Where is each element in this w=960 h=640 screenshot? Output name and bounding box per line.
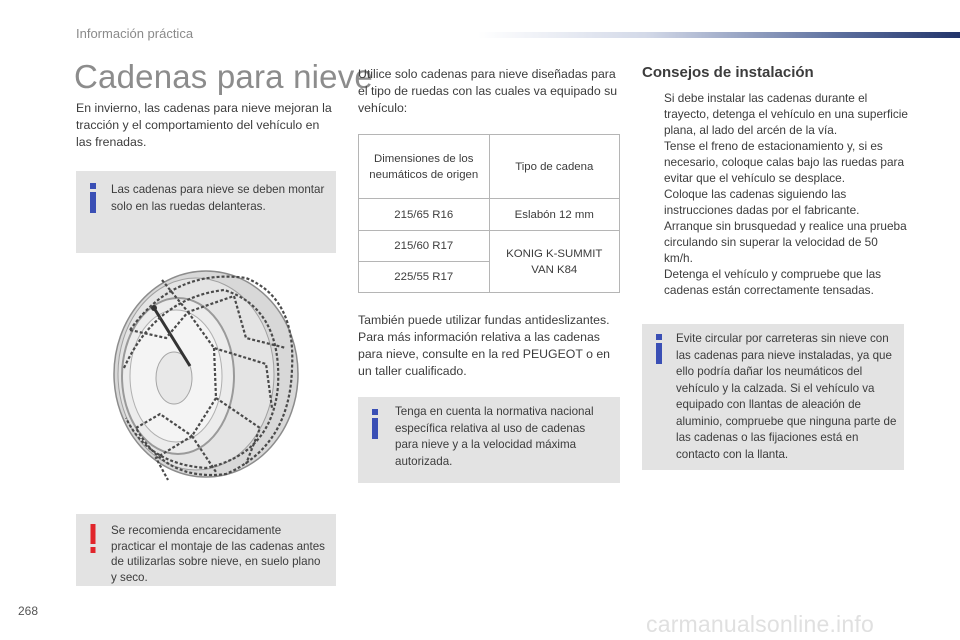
list-item: Tense el freno de estacionamiento y, si es necesario, coloque calas bajo las ruedas para evitar que el vehículo se desplace. [664,139,905,185]
page-title: Cadenas para nieve [74,58,373,95]
table-header-dimensions: Dimensiones de los neumáticos de origen [359,135,490,199]
chains-table [358,134,620,293]
list-item: Arranque sin brusquedad y realice una prueba circulando sin superar la velocidad de 50 km/h. [664,219,907,265]
table-cell-size: 225/55 R17 [359,262,490,293]
info-icon [368,409,382,439]
table-header-chain-type: Tipo de cadena [489,135,620,199]
snow-chain-wheel-illustration [96,268,302,484]
info-box-regulation [358,397,620,483]
warning-icon [86,524,100,554]
table-cell-size: 215/65 R16 [359,199,490,231]
table-row [359,231,620,262]
middle-intro: Utilice solo cadenas para nieve diseñadas para el tipo de ruedas con las cuales va equipado su vehículo: [358,67,618,115]
header-gradient-bar [478,32,960,38]
intro-paragraph: En invierno, las cadenas para nieve mejoran la tracción y el comportamiento del vehículo en las frenadas. [76,101,332,149]
table-cell-size: 215/60 R17 [359,231,490,262]
warning-box-practice [76,514,336,586]
warning-box-text: Se recomienda encarecidamente practicar el montaje de las cadenas antes de utilizarlas sobre nieve, en suelo plano y seco. [111,524,325,584]
list-item: Coloque las cadenas siguiendo las instrucciones dadas por el fabricante. [664,187,860,217]
table-header-row [359,135,620,199]
info-box-front-wheels [76,171,336,253]
table-cell-chain: KONIG K-SUMMIT VAN K84 [489,231,620,293]
info-box-text: Evite circular por carreteras sin nieve con las cadenas para nieve instaladas, ya que ello podría dañar los neumáticos del vehículo y la calzada. Si el vehículo va equipado con llantas de aleación de aluminio, compruebe que ninguna parte de las cadenas o las fijaciones está en contacto con la llanta. [676,332,897,461]
info-icon [86,183,100,213]
info-icon [652,334,666,364]
info-box-alloy-wheels [642,324,904,470]
page-number: 268 [18,604,39,618]
watermark: carmanualsonline.info [646,611,874,637]
section-header: Información práctica [76,26,194,41]
table-row [359,199,620,231]
table-cell-chain: Eslabón 12 mm [489,199,620,231]
info-box-text: Las cadenas para nieve se deben montar solo en las ruedas delanteras. [111,183,325,213]
middle-after-paragraph: También puede utilizar fundas antideslizantes. Para más información relativa a las cadenas para nieve, consulte en la red PEUGEOT o en un taller cualificado. [358,313,611,378]
installation-tips-title: Consejos de instalación [642,64,814,81]
info-box-text: Tenga en cuenta la normativa nacional específica relativa al uso de cadenas para nieve y a la velocidad máxima autorizada. [395,405,594,468]
list-item: Detenga el vehículo y compruebe que las cadenas están correctamente tensadas. [664,267,882,297]
list-item: Si debe instalar las cadenas durante el trayecto, detenga el vehículo en una superficie plana, al lado del arcén de la vía. [664,91,908,137]
installation-tips-list [642,90,908,298]
